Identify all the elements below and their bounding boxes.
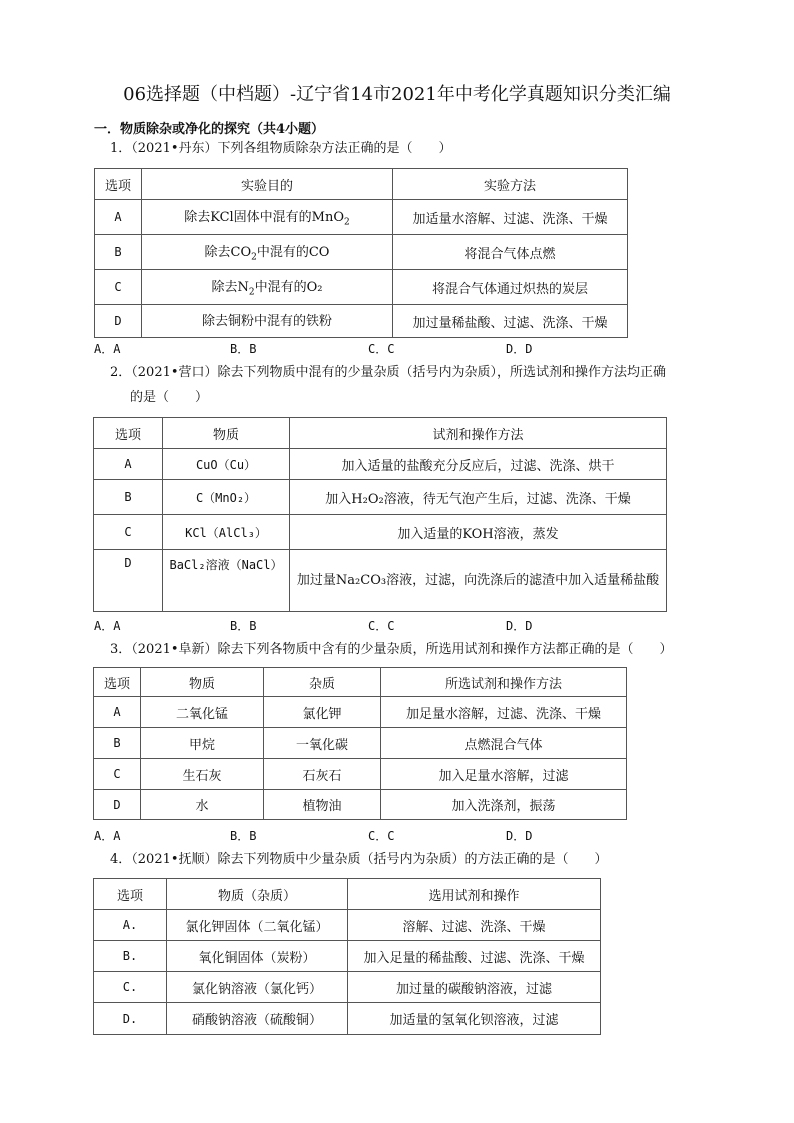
question-2-stem-cont: 的是（ ） (130, 390, 209, 405)
question-1-stem: 1．（2021•丹东）下列各组物质除杂方法正确的是（ ） (110, 141, 452, 156)
substance-cell: 氧化铜固体（炭粉） (167, 941, 348, 972)
option-a: A．A (94, 342, 121, 356)
substance-cell: 水 (141, 790, 264, 820)
header-cell: 所选试剂和操作方法 (381, 668, 627, 697)
header-cell: 选用试剂和操作 (348, 879, 601, 910)
table-row (95, 200, 628, 235)
table-header-row (95, 169, 628, 200)
question-2-stem: 2．（2021•营口）除去下列物质中混有的少量杂质（括号内为杂质），所选试剂和操作方法均正确 (110, 365, 667, 380)
impurity-cell: 氯化钾 (264, 697, 381, 728)
table-row (94, 941, 601, 972)
option-cell: A. (94, 910, 167, 941)
purpose-cell: 除去$CO_2$中混有的CO (142, 235, 393, 270)
method-cell: 加入适量的KOH溶液，蒸发 (290, 515, 667, 550)
option-b: B．B (230, 619, 257, 633)
header-cell: 试剂和操作方法 (290, 418, 667, 449)
table-header-row (94, 668, 627, 697)
table-row (94, 910, 601, 941)
option-cell: D (94, 790, 141, 820)
option-cell: A (94, 449, 163, 480)
method-cell: 加足量水溶解，过滤、洗涤、干燥 (381, 697, 627, 728)
header-cell: 选项 (95, 169, 142, 200)
option-a: A．A (94, 619, 121, 633)
table-row (95, 270, 628, 305)
option-cell: C (94, 515, 163, 550)
table-row (95, 305, 628, 338)
method-cell: 将混合气体通过炽热的炭层 (393, 270, 628, 305)
header-cell: 实验目的 (142, 169, 393, 200)
header-cell: 选项 (94, 418, 163, 449)
header-cell: 物质 (163, 418, 290, 449)
substance-cell: CuO（Cu） (163, 449, 290, 480)
table-row (94, 728, 627, 759)
header-cell: 选项 (94, 879, 167, 910)
option-cell: B (94, 480, 163, 515)
table-row (94, 972, 601, 1003)
table-row (94, 759, 627, 790)
option-cell: D (94, 550, 163, 612)
method-cell: 加适量水溶解、过滤、洗涤、干燥 (393, 200, 628, 235)
option-b: B．B (230, 829, 257, 843)
method-cell: 加过量Na₂CO₃溶液，过滤，向洗涤后的滤渣中加入适量稀盐酸 (290, 550, 667, 612)
header-cell: 实验方法 (393, 169, 628, 200)
table-row (94, 515, 667, 550)
purpose-cell: 除去$N_2$中混有的O₂ (142, 270, 393, 305)
option-cell: C. (94, 972, 167, 1003)
table-header-row (94, 418, 667, 449)
question-4-stem: 4．（2021•抚顺）除去下列物质中少量杂质（括号内为杂质）的方法正确的是（ ） (110, 852, 608, 867)
option-cell: C (94, 759, 141, 790)
table-row (94, 1003, 601, 1035)
substance-cell: BaCl₂溶液（NaCl） (163, 550, 290, 612)
substance-cell: 甲烷 (141, 728, 264, 759)
question-3-table (93, 667, 627, 820)
option-c: C．C (368, 342, 395, 356)
substance-cell: 二氧化锰 (141, 697, 264, 728)
method-cell: 溶解、过滤、洗涤、干燥 (348, 910, 601, 941)
impurity-cell: 一氧化碳 (264, 728, 381, 759)
impurity-cell: 植物油 (264, 790, 381, 820)
option-c: C．C (368, 619, 395, 633)
question-4-table (93, 878, 601, 1035)
table-row (95, 235, 628, 270)
substance-cell: 氯化钾固体（二氧化锰） (167, 910, 348, 941)
header-cell: 物质（杂质） (167, 879, 348, 910)
substance-cell: 生石灰 (141, 759, 264, 790)
substance-cell: KCl（AlCl₃） (163, 515, 290, 550)
substance-cell: 硝酸钠溶液（硫酸铜） (167, 1003, 348, 1035)
page-title: 06选择题（中档题）-辽宁省14市2021年中考化学真题知识分类汇编 (123, 84, 671, 105)
header-cell: 杂质 (264, 668, 381, 697)
table-row (94, 480, 667, 515)
section-heading: 一．物质除杂或净化的探究（共4小题） (94, 122, 325, 137)
method-cell: 加过量的碳酸钠溶液，过滤 (348, 972, 601, 1003)
table-row (94, 550, 667, 612)
question-3-stem: 3．（2021•阜新）除去下列各物质中含有的少量杂质，所选用试剂和操作方法都正确的是（ ） (110, 642, 673, 657)
question-2-table (93, 417, 667, 612)
table-header-row (94, 879, 601, 910)
option-c: C．C (368, 829, 395, 843)
method-cell: 将混合气体点燃 (393, 235, 628, 270)
impurity-cell: 石灰石 (264, 759, 381, 790)
option-d: D．D (506, 829, 533, 843)
option-cell: B (95, 235, 142, 270)
table-row (94, 790, 627, 820)
option-cell: A (95, 200, 142, 235)
option-b: B．B (230, 342, 257, 356)
table-row (94, 449, 667, 480)
option-a: A．A (94, 829, 121, 843)
method-cell: 加入洗涤剂，振荡 (381, 790, 627, 820)
method-cell: 点燃混合气体 (381, 728, 627, 759)
substance-cell: 氯化钠溶液（氯化钙） (167, 972, 348, 1003)
method-cell: 加入足量水溶解，过滤 (381, 759, 627, 790)
option-cell: A (94, 697, 141, 728)
option-cell: B (94, 728, 141, 759)
option-cell: D (95, 305, 142, 338)
option-d: D．D (506, 619, 533, 633)
option-d: D．D (506, 342, 533, 356)
purpose-cell: 除去铜粉中混有的铁粉 (142, 305, 393, 338)
method-cell: 加适量的氢氧化钡溶液，过滤 (348, 1003, 601, 1035)
option-cell: B. (94, 941, 167, 972)
question-1-table (94, 168, 628, 338)
method-cell: 加入足量的稀盐酸、过滤、洗涤、干燥 (348, 941, 601, 972)
method-cell: 加过量稀盐酸、过滤、洗涤、干燥 (393, 305, 628, 338)
option-cell: C (95, 270, 142, 305)
method-cell: 加入适量的盐酸充分反应后，过滤、洗涤、烘干 (290, 449, 667, 480)
method-cell: 加入H₂O₂溶液，待无气泡产生后，过滤、洗涤、干燥 (290, 480, 667, 515)
header-cell: 选项 (94, 668, 141, 697)
purpose-cell: 除去KCl固体中混有的MnO$_2$ (142, 200, 393, 235)
option-cell: D. (94, 1003, 167, 1035)
substance-cell: C（MnO₂） (163, 480, 290, 515)
table-row (94, 697, 627, 728)
header-cell: 物质 (141, 668, 264, 697)
